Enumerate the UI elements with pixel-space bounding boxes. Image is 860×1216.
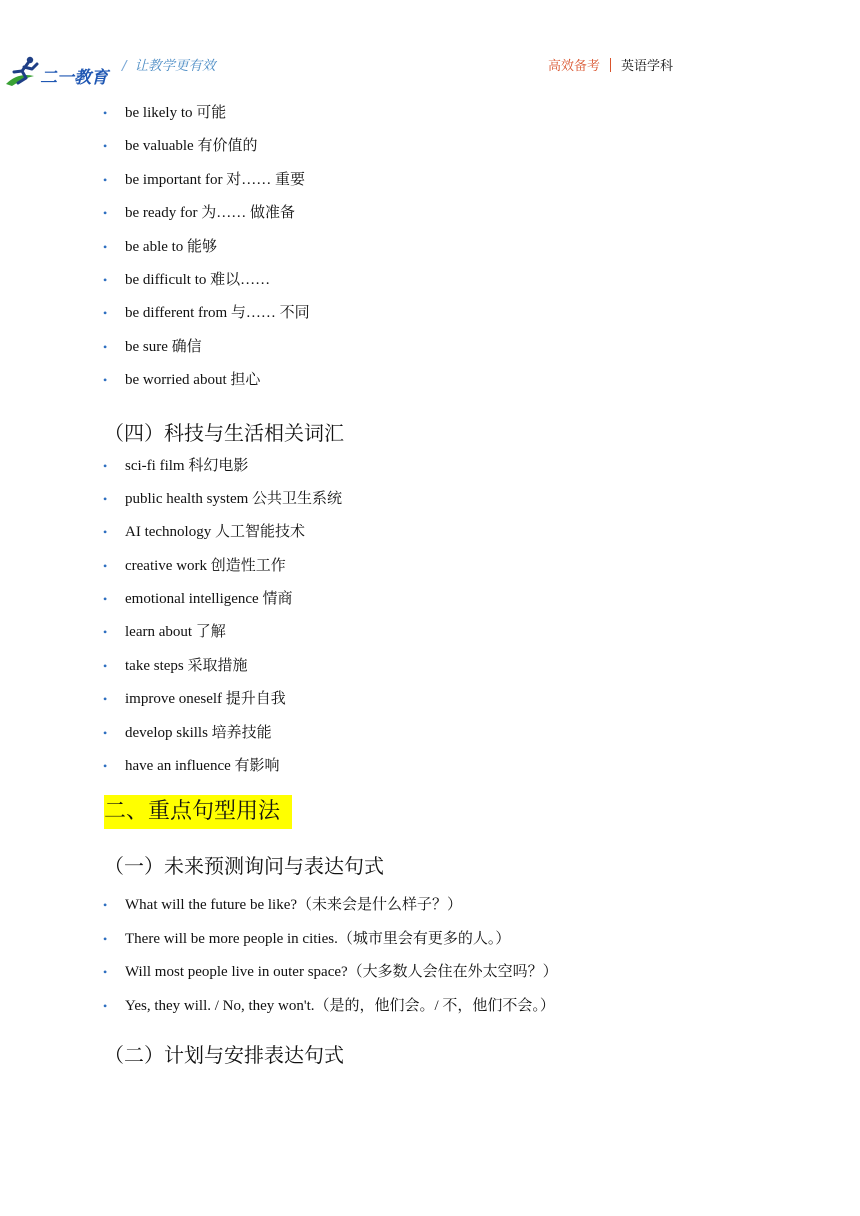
list-item: • Yes, they will. / No, they won't.（是的，他们会。/ 不，他们不会。） [0, 990, 860, 1023]
bullet-dot-icon: • [103, 558, 108, 573]
bullet-dot-icon: • [103, 965, 108, 980]
list-item: • be different from 与…… 不同 [0, 297, 860, 330]
section-one-heading: （一）未来预测询问与表达句式 [104, 854, 384, 879]
bullet-dot-icon: • [103, 339, 108, 354]
bullet-dot-icon: • [103, 625, 108, 640]
list-item: • emotional intelligence 情商 [0, 583, 860, 616]
list-item: • be able to 能够 [0, 231, 860, 264]
list-item: • What will the future be like?（未来会是什么样子？） [0, 889, 860, 922]
list-item: • develop skills 培养技能 [0, 717, 860, 750]
document-body [0, 97, 860, 1069]
bullet-dot-icon: • [103, 931, 108, 946]
bullet-dot-icon: • [103, 306, 108, 321]
list-item: • be likely to 可能 [0, 97, 860, 130]
list-item: • be worried about 担心 [0, 364, 860, 397]
bullet-dot-icon: • [103, 592, 108, 607]
section-four-list [0, 450, 860, 784]
tag-exam-prep: 高效备考 [548, 59, 601, 74]
bullet-dot-icon: • [103, 239, 108, 254]
list-item: • have an influence 有影响 [0, 750, 860, 783]
list-item: • be valuable 有价值的 [0, 130, 860, 163]
group-three-list [0, 97, 860, 398]
list-item: • take steps 采取措施 [0, 650, 860, 683]
bullet-dot-icon: • [103, 491, 108, 506]
list-item: • improve oneself 提升自我 [0, 683, 860, 716]
bullet-dot-icon: • [103, 998, 108, 1013]
bullet-dot-icon: • [103, 525, 108, 540]
tag-separator [610, 58, 611, 72]
bullet-dot-icon: • [103, 458, 108, 473]
tag-subject: 英语学科 [621, 59, 674, 74]
part-two-heading: 二、重点句型用法 [104, 795, 292, 829]
section-four-heading: （四）科技与生活相关词汇 [104, 420, 344, 445]
bullet-dot-icon: • [103, 692, 108, 707]
page-header [0, 0, 860, 92]
bullet-dot-icon: • [103, 106, 108, 120]
header-tags [548, 55, 673, 74]
bullet-dot-icon: • [103, 759, 108, 774]
list-item: • creative work 创造性工作 [0, 550, 860, 583]
bullet-dot-icon: • [103, 725, 108, 740]
logo [4, 54, 110, 90]
list-item: • be difficult to 难以…… [0, 264, 860, 297]
logo-text: 二一教育 [40, 68, 108, 88]
bullet-dot-icon: • [103, 373, 108, 388]
list-item: • be important for 对…… 重要 [0, 164, 860, 197]
list-item: • be sure 确信 [0, 331, 860, 364]
bullet-dot-icon: • [103, 898, 108, 913]
list-item: • AI technology 人工智能技术 [0, 516, 860, 549]
bullet-dot-icon: • [103, 272, 108, 287]
bullet-dot-icon: • [103, 658, 108, 673]
section-two-heading: （二）计划与安排表达句式 [104, 1042, 344, 1067]
list-item: • sci-fi film 科幻电影 [0, 450, 860, 483]
list-item: • learn about 了解 [0, 616, 860, 649]
section-one-list [0, 889, 860, 1023]
bullet-dot-icon: • [103, 139, 108, 154]
list-item: • public health system 公共卫生系统 [0, 483, 860, 516]
running-figure-icon [4, 54, 44, 88]
bullet-dot-icon: • [103, 206, 108, 221]
part-two-heading-wrap [0, 783, 860, 847]
slogan [122, 54, 216, 74]
slash-divider: / [122, 58, 127, 74]
list-item: • There will be more people in cities.（城市里会有更多的人。） [0, 923, 860, 956]
slogan-text: 让教学更有效 [134, 58, 216, 74]
bullet-dot-icon: • [103, 172, 108, 187]
list-item: • be ready for 为…… 做准备 [0, 197, 860, 230]
list-item: • Will most people live in outer space?（大多数人会住在外太空吗？） [0, 956, 860, 989]
